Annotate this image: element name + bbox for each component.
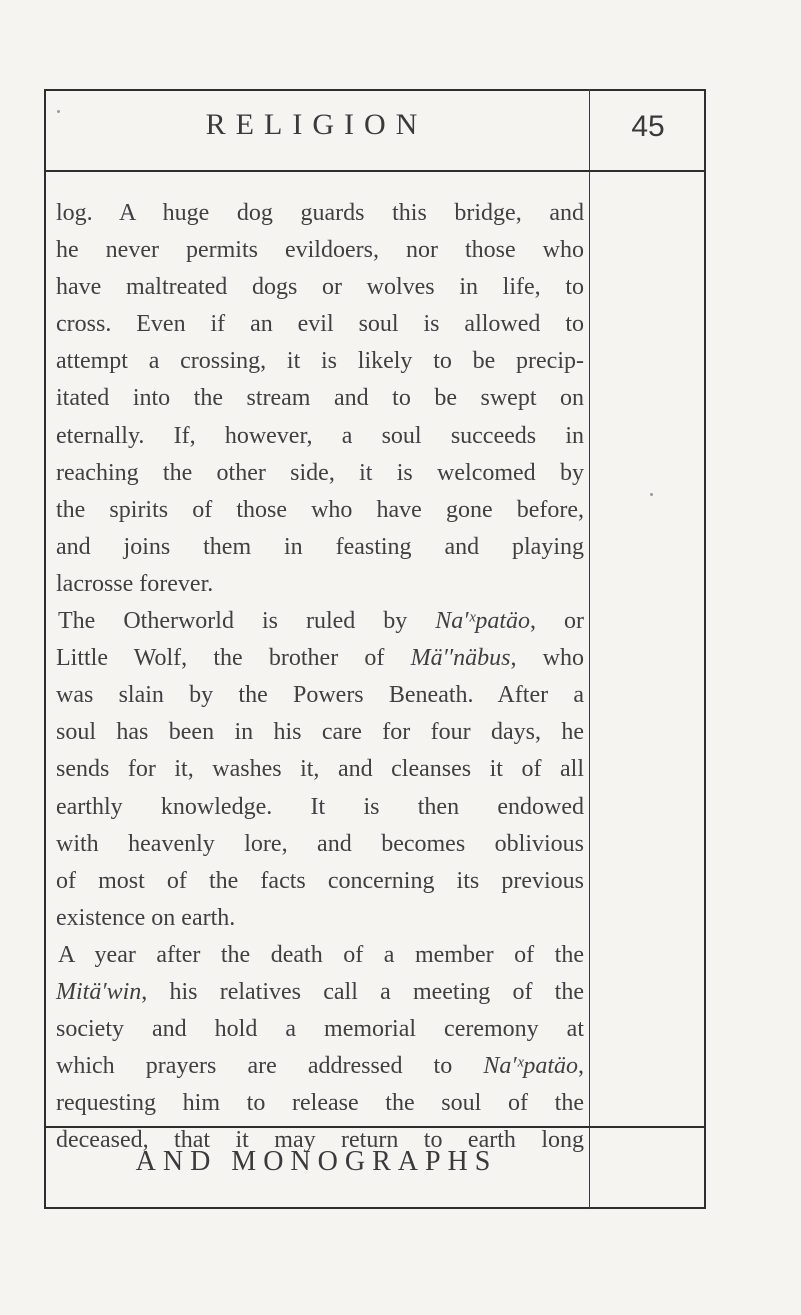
- text-line: [56, 1048, 584, 1085]
- text-fragment: , who: [510, 645, 585, 672]
- text-fragment: his relatives call a meeting of the: [169, 978, 584, 1005]
- text-line: reaching the other side, it is welcomed by: [56, 459, 584, 486]
- text-line: soul has been in his care for four days, he: [56, 719, 584, 746]
- text-line: eternally. If, however, a soul succeeds in: [56, 422, 584, 449]
- print-speck: [650, 493, 653, 496]
- text-fragment: ,: [141, 978, 148, 1005]
- print-speck: [57, 110, 60, 113]
- text-line: the spirits of those who have gone before,: [56, 496, 584, 523]
- text-fragment: , or: [530, 608, 584, 635]
- text-fragment: which prayers are addressed to: [56, 1053, 453, 1080]
- text-line: earthly knowledge. It is then endowed: [56, 793, 584, 820]
- text-line: A year after the death of a member of the: [58, 941, 584, 968]
- text-line: requesting him to release the soul of the: [56, 1090, 584, 1117]
- margin-column-divider: [589, 89, 590, 1209]
- text-line: society and hold a memorial ceremony at: [56, 1016, 584, 1043]
- deity-name-napatao: Na′ˣpatäo: [483, 1053, 579, 1080]
- text-line: of most of the facts concerning its previous: [56, 867, 584, 894]
- text-line: have maltreated dogs or wolves in life, to: [56, 274, 584, 301]
- society-name-mitawin: Mitä′win: [56, 978, 142, 1005]
- text-line: he never permits evildoers, nor those who: [56, 237, 584, 264]
- text-line: deceased, that it may return to earth long: [56, 1127, 584, 1154]
- text-line: [56, 640, 584, 677]
- header-rule: [44, 170, 706, 172]
- text-fragment: ,: [578, 1053, 585, 1080]
- text-line: sends for it, washes it, and cleanses it of all: [56, 756, 584, 783]
- text-line: existence on earth.: [56, 904, 236, 931]
- text-line: cross. Even if an evil soul is allowed to: [56, 311, 584, 338]
- page-number: 45: [631, 110, 665, 143]
- running-header-title: RELIGION: [205, 108, 428, 141]
- text-line: attempt a crossing, it is likely to be precip-: [56, 348, 584, 375]
- text-line: [56, 603, 584, 640]
- body-text: [56, 195, 584, 1159]
- text-line: with heavenly lore, and becomes oblivious: [56, 830, 584, 857]
- text-line: [56, 974, 584, 1011]
- text-line: log. A huge dog guards this bridge, and: [56, 200, 584, 226]
- text-line: lacrosse forever.: [56, 570, 214, 597]
- running-footer-title: AND MONOGRAPHS: [135, 1146, 498, 1177]
- text-line: itated into the stream and to be swept on: [56, 385, 584, 412]
- text-line: was slain by the Powers Beneath. After a: [56, 682, 584, 709]
- text-fragment: The Otherworld is ruled by: [58, 608, 408, 635]
- text-line: and joins them in feasting and playing: [56, 533, 584, 560]
- deity-name-napatao: Na′ˣpatäo: [435, 608, 530, 635]
- text-fragment: Little Wolf, the brother of: [56, 645, 385, 672]
- deity-name-manabus: Mä′′näbus: [410, 645, 511, 672]
